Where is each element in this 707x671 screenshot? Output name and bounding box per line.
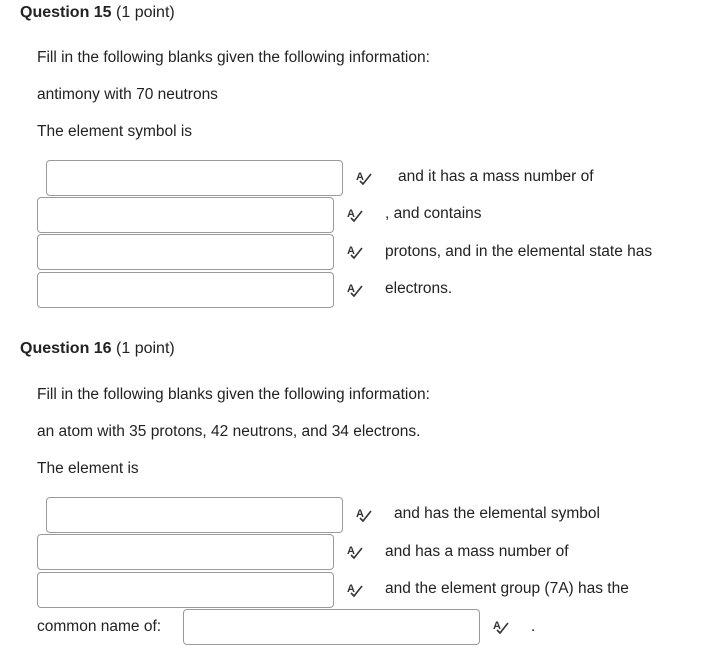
question-16-instruction: Fill in the following blanks given the following information:: [37, 386, 430, 403]
question-16-points: (1 point): [116, 340, 175, 357]
q16-blank-mass-number[interactable]: [37, 572, 334, 608]
svg-text:A: A: [347, 583, 355, 595]
question-15-instruction: Fill in the following blanks given the following information:: [37, 49, 430, 66]
q15-text-3: protons, and in the elemental state has: [385, 243, 653, 260]
question-15-points: (1 point): [116, 4, 175, 21]
spellcheck-icon[interactable]: [346, 543, 364, 561]
question-15-number: Question 15: [20, 4, 112, 21]
spellcheck-icon[interactable]: [492, 618, 510, 636]
question-15-title: [20, 4, 175, 22]
svg-text:A: A: [493, 620, 501, 632]
spellcheck-icon[interactable]: [355, 506, 373, 524]
q15-text-2: , and contains: [385, 205, 482, 222]
q16-blank-common-name[interactable]: [183, 609, 480, 645]
question-15-prompt: The element symbol is: [37, 123, 193, 140]
q15-blank-element-symbol[interactable]: [46, 160, 343, 196]
question-16-prompt: The element is: [37, 460, 139, 477]
q16-blank-element[interactable]: [46, 497, 343, 533]
question-16-number: Question 16: [20, 340, 112, 357]
q16-text-2: and has a mass number of: [385, 543, 569, 560]
q15-text-1: and it has a mass number of: [398, 168, 594, 185]
q16-text-1: and has the elemental symbol: [394, 505, 600, 522]
q15-blank-electrons[interactable]: [37, 272, 334, 308]
svg-text:A: A: [347, 208, 355, 220]
q15-blank-mass-number[interactable]: [37, 197, 334, 233]
svg-text:A: A: [347, 283, 355, 295]
q15-text-4: electrons.: [385, 280, 453, 297]
spellcheck-icon[interactable]: [355, 169, 373, 187]
svg-text:A: A: [347, 245, 355, 257]
q16-end-period: .: [531, 618, 536, 635]
question-15-info: antimony with 70 neutrons: [37, 86, 218, 103]
svg-text:A: A: [356, 508, 364, 520]
svg-text:A: A: [356, 171, 364, 183]
spellcheck-icon[interactable]: [346, 581, 364, 599]
question-16-title: [20, 340, 175, 358]
q15-blank-protons[interactable]: [37, 234, 334, 270]
svg-text:A: A: [347, 545, 355, 557]
spellcheck-icon[interactable]: [346, 206, 364, 224]
spellcheck-icon[interactable]: [346, 281, 364, 299]
q16-blank-symbol[interactable]: [37, 534, 334, 570]
spellcheck-icon[interactable]: [346, 243, 364, 261]
q16-common-name-label: common name of:: [37, 618, 162, 635]
q16-text-3: and the element group (7A) has the: [385, 580, 629, 597]
question-16-info: an atom with 35 protons, 42 neutrons, and 34 electrons.: [37, 423, 421, 440]
